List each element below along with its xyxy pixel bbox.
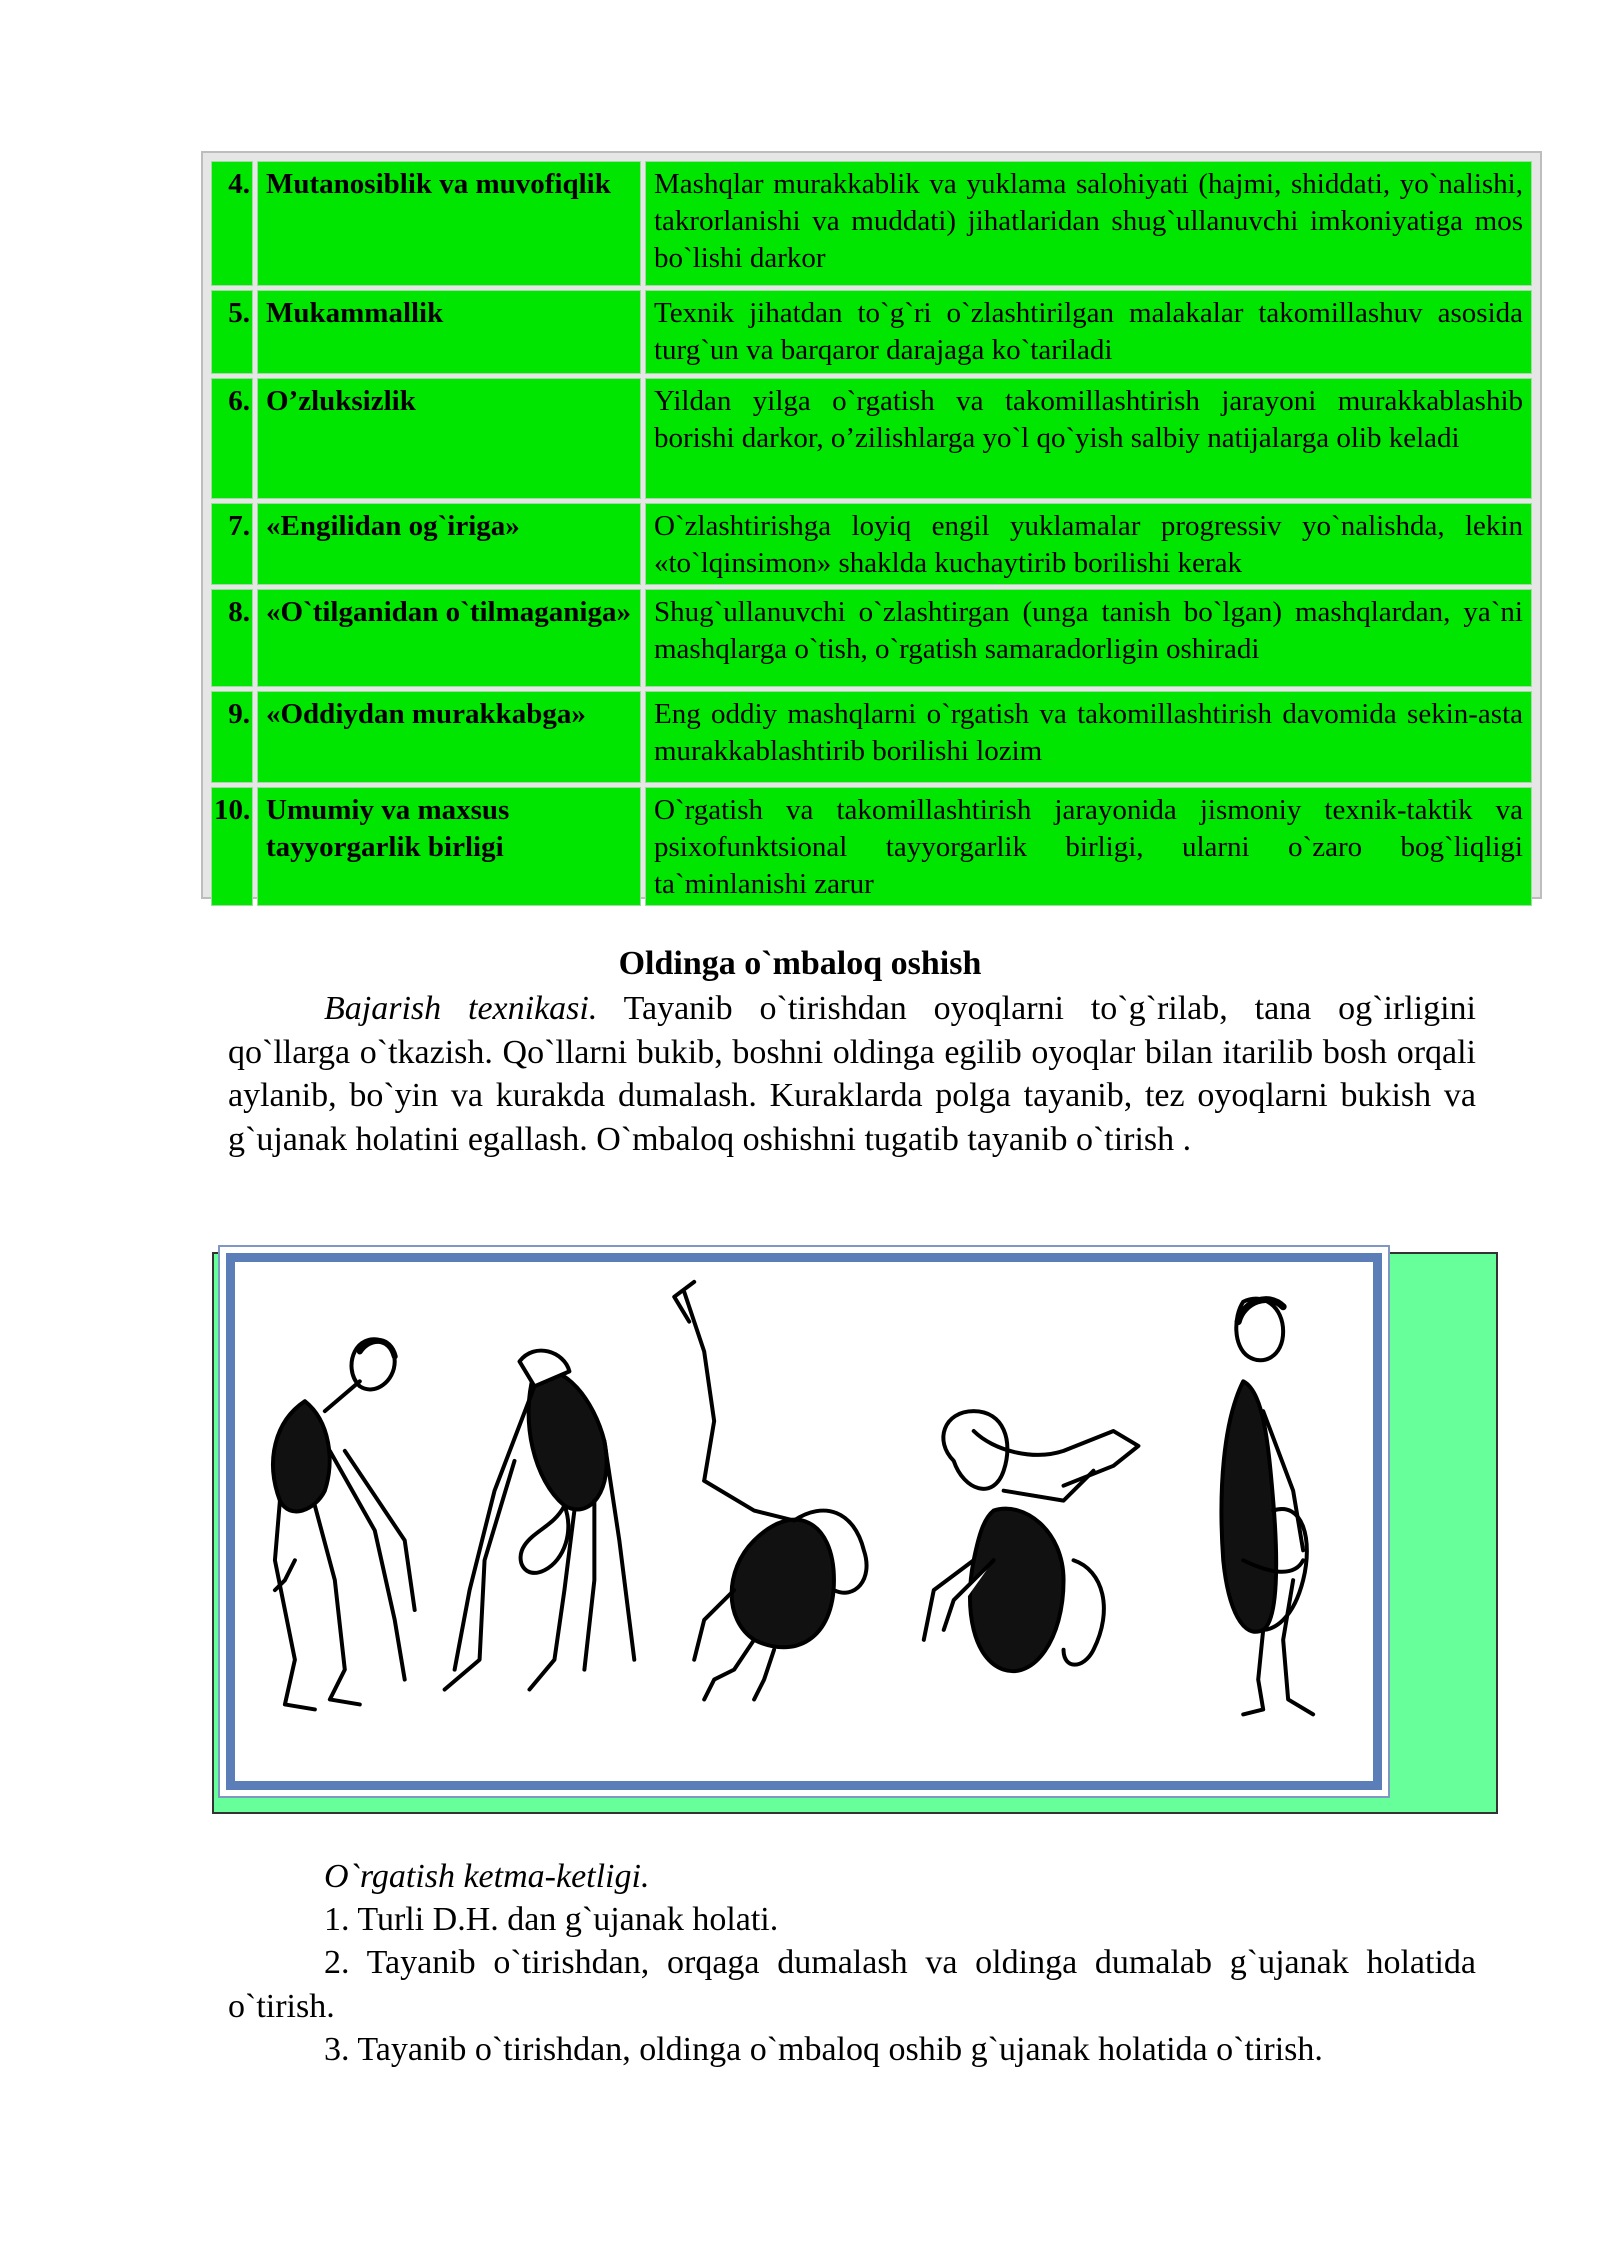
- technique-label: Bajarish texnikasi.: [324, 990, 598, 1027]
- figure-frame-2: [445, 1351, 635, 1690]
- principle-name: «O`tilganidan o`tilmaganiga»: [257, 589, 641, 687]
- principle-name: «Engilidan og`iriga»: [257, 503, 641, 585]
- table-row: [211, 378, 1532, 499]
- principle-description: O`rgatish va takomillashtirish jarayonida jismoniy texnik-taktik va psixofunktsional tayyorgarlik birligi, ularni o`zaro bog`liqligi ta`minlanishi zarur: [645, 787, 1532, 906]
- row-number: 6.: [211, 378, 253, 499]
- step-3: 3. Tayanib o`tirishdan, oldinga o`mbaloq oshib g`ujanak holatida o`tirish.: [324, 2031, 1323, 2068]
- principle-name: «Oddiydan murakkabga»: [257, 691, 641, 783]
- table-row: [211, 503, 1532, 585]
- table-row: [211, 787, 1532, 906]
- table-row: [211, 161, 1532, 286]
- row-number: 5.: [211, 290, 253, 374]
- figure-frame-3: [674, 1282, 866, 1700]
- principle-description: O`zlashtirishga loyiq engil yuklamalar progressiv yo`nalishda, lekin «to`lqinsimon» shaklda kuchaytirib borilishi kerak: [645, 503, 1532, 585]
- step-2: 2. Tayanib o`tirishdan, orqaga dumalash va oldinga dumalab g`ujanak holatida o`tirish.: [228, 1944, 1476, 2025]
- forward-roll-figure: [218, 1245, 1390, 1798]
- section-title: Oldinga o`mbaloq oshish: [618, 945, 982, 982]
- row-number: 9.: [211, 691, 253, 783]
- technique-paragraph: [228, 987, 1476, 1161]
- principle-description: Eng oddiy mashqlarni o`rgatish va takomillashtirish davomida sekin-asta murakkablashtirib borilishi lozim: [645, 691, 1532, 783]
- table-row: [211, 691, 1532, 783]
- technique-text: Tayanib o`tirishdan oyoqlarni to`g`rilab, tana og`irligini qo`llarga o`tkazish. Qo`llarni bukib, boshni oldinga egilib oyoqlar bilan itarilib bosh orqali aylanib, bo`yin va kurakda dumalash. Kuraklarda polga tayanib, tez oyoqlarni bukish va g`ujanak holatini egallash. O`mbaloq oshishni tugatib tayanib o`tirish .: [228, 990, 1477, 1158]
- table-row: [211, 589, 1532, 687]
- row-number: 10.: [211, 787, 253, 906]
- sequence-label: O`rgatish ketma-ketligi.: [324, 1858, 650, 1895]
- row-number: 4.: [211, 161, 253, 286]
- principle-description: Texnik jihatdan to`g`ri o`zlashtirilgan malakalar takomillashuv asosida turg`un va barqaror darajaga ko`tariladi: [645, 290, 1532, 374]
- principle-name: Mukammallik: [257, 290, 641, 374]
- step-1: 1. Turli D.H. dan g`ujanak holati.: [324, 1901, 779, 1938]
- table-row: [211, 290, 1532, 374]
- forward-roll-illustration: [235, 1262, 1373, 1781]
- row-number: 7.: [211, 503, 253, 585]
- principles-table-frame: [201, 151, 1542, 899]
- principle-description: Yildan yilga o`rgatish va takomillashtirish jarayoni murakkablashib borishi darkor, o’zilishlarga yo`l qo`yish salbiy natijalarga olib keladi: [645, 378, 1532, 499]
- figure-frame-1: [273, 1339, 415, 1709]
- principle-name: Umumiy va maxsus tayyorgarlik birligi: [257, 787, 641, 906]
- figure-inner-border: [226, 1253, 1382, 1790]
- principle-name: O’zluksizlik: [257, 378, 641, 499]
- principle-description: Mashqlar murakkablik va yuklama salohiyati (hajmi, shiddati, yo`nalishi, takrorlanishi va muddati) jihatlaridan shug`ullanuvchi imkoniyatiga mos bo`lishi darkor: [645, 161, 1532, 286]
- row-number: 8.: [211, 589, 253, 687]
- sequence-label-line: [228, 1855, 1476, 1899]
- figure-frame-4: [924, 1411, 1139, 1671]
- principle-name: Mutanosiblik va muvofiqlik: [257, 161, 641, 286]
- figure-frame-5: [1221, 1299, 1313, 1715]
- principle-description: Shug`ullanuvchi o`zlashtirgan (unga tanish bo`lgan) mashqlardan, ya`ni mashqlarga o`tish, o`rgatish samaradorligin oshiradi: [645, 589, 1532, 687]
- principles-table: [207, 157, 1536, 910]
